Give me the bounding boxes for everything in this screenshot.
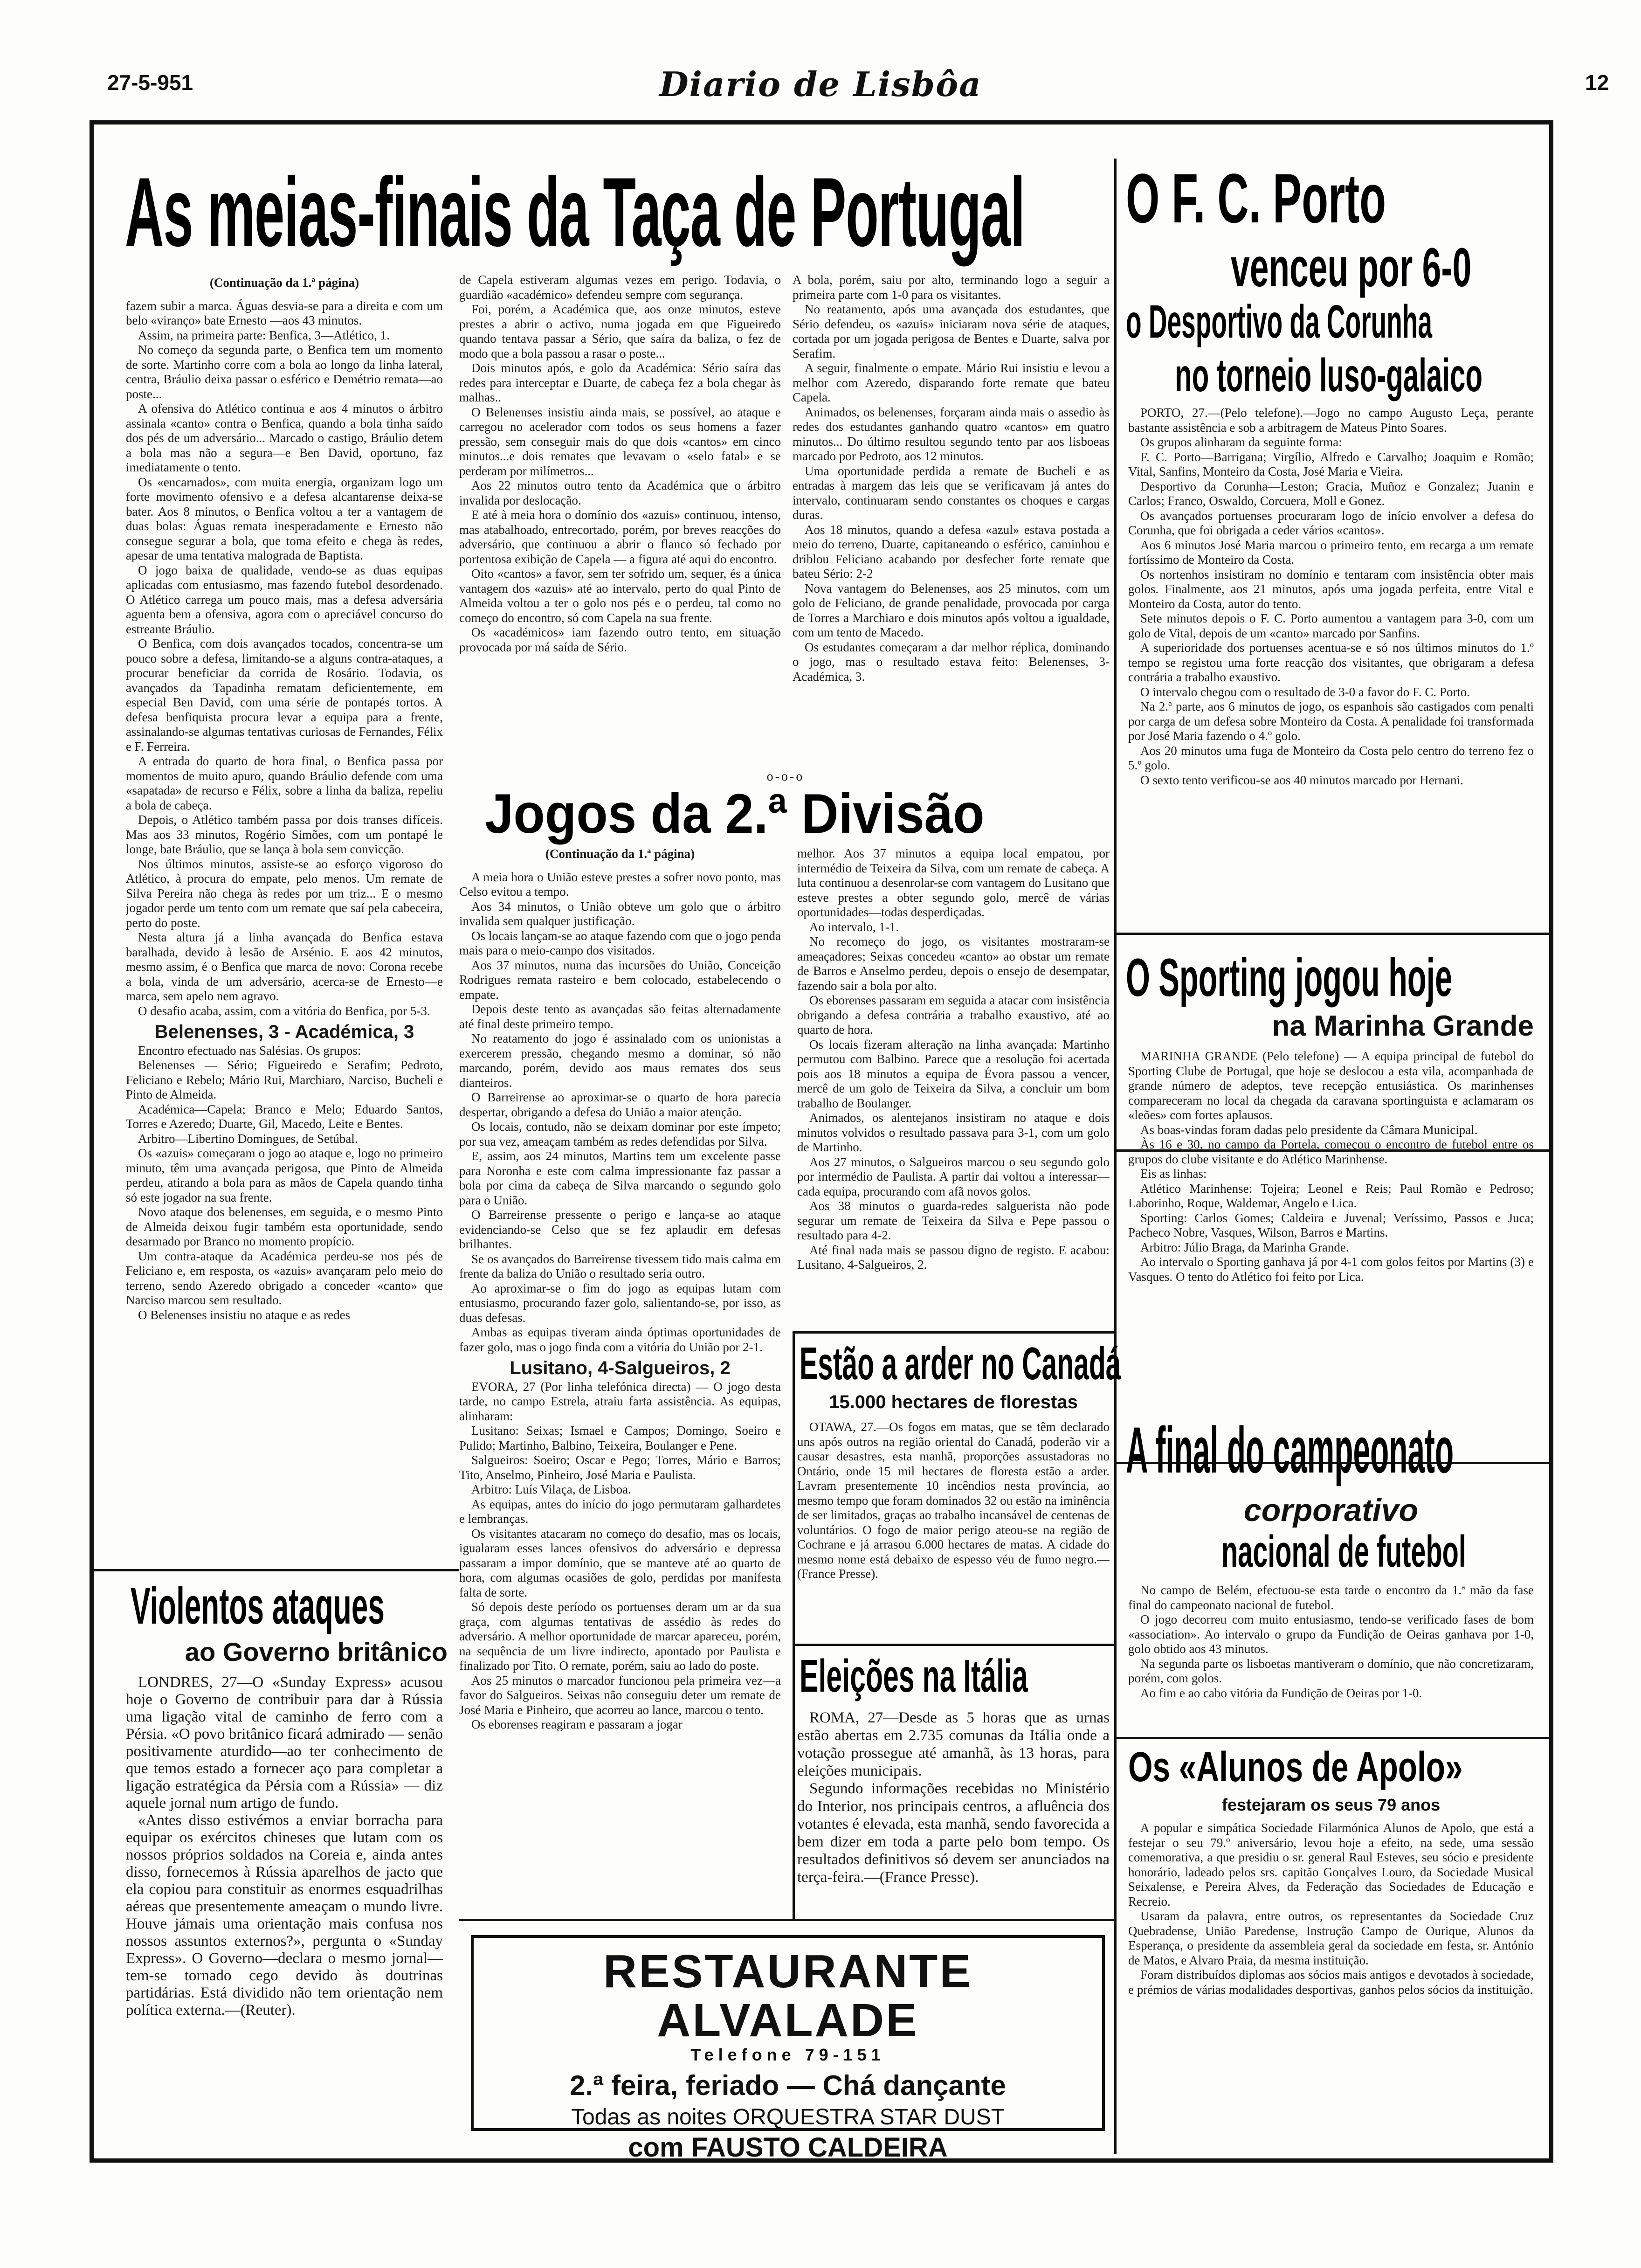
britanico-paragraph: «Antes disso estivémos a enviar borracha para equipar os exércitos chineses que lutam com os nossos próprios soldados na Coreia e, ainda antes disso, fornecemos à Rússia aparelhos de jacto que ela copiou para constituir as enormes esquadrilhas aéreas que presentemente ameaçam o mundo livre. Houve jámais uma orientação mais confusa nos nossos assuntos externos?», pergunta o «Sunday Express». O Governo—declara o mesmo jornal—tem-se tornado cego devido às doutrinas partidárias. Está dividido não tem orientação nem política externa.—(Reuter). (126, 1812, 443, 2019)
taca-paragraph: Os «encarnados», com muita energia, organizam logo um forte movimento ofensivo e a defesa alcantarense deixa-se bater. Aos 8 minutos, o Benfica voltou a ter a vantagem de duas bolas: Águas remata inesperadamente e Ernesto não consegue segurar a bola, que toma efeito e chega às redes, apesar de uma tentativa malograda de Baptista. (126, 475, 443, 562)
taca-paragraph: Nos últimos minutos, assiste-se ao esforço vigoroso do Atlético, à procura do empate, pelo menos. Um remate de Silva Pereira não chega às redes por um triz... E o mesmo jogador perde um tento com um remate que saí pela cabeceira, perto do poste. (126, 857, 443, 930)
section-rule (93, 122, 1550, 124)
divisao-paragraph: Aos 38 minutos o guarda-redes salguerista não pode segurar um remate de Teixeira da Silva e Pepe passou o resultado para 4-2. (797, 1199, 1110, 1242)
campeonato-paragraph: Ao fim e ao cabo vitória da Fundição de Oeiras por 1-0. (1140, 1686, 1422, 1700)
lusitano-paragraph: Salgueiros: Soeiro; Oscar e Pego; Torres, Mário e Barros; Tito, Anselmo, Pinheiro, José Maria e Paulista. (459, 1453, 781, 1482)
italia-paragraph: Segundo informações recebidas no Ministério do Interior, nos principais centros, a afluência dos votantes é elevada, esta manhã, sendo favorecida a bem dizer em toda a parte pelo bom tempo. Os resultados definitivos só devem ser anunciados na terça-feira.—(France Presse). (797, 1780, 1110, 1886)
lusitano-paragraph: As equipas, antes do início do jogo permutaram galhardetes e lembranças. (459, 1497, 781, 1526)
restaurante-line-1: 2.ª feira, feriado — Chá dançante (570, 2070, 1006, 2101)
section-rule (1114, 1737, 1550, 1739)
divisao-paragraph: melhor. Aos 37 minutos a equipa local empatou, por intermédio de Teixeira da Silva, com um remate de cabeça. A luta continuou a desenrolar-se com vantagem do Lusitano que esteve prestes a obter segundo golo, mercê de várias oportunidades—todas desperdiçadas. (797, 846, 1110, 919)
divisao-paragraph: O Barreirense pressente o perigo e lança-se ao ataque evidenciando-se Celso que se fez aplaudir em defesas brilhantes. (459, 1208, 781, 1251)
lusitano-subhead: Lusitano, 4-Salgueiros, 2 (510, 1358, 731, 1378)
divisao-paragraph: Ao aproximar-se o fim do jogo as equipas lutam com entusiasmo, procurando fazer golo, salientando-se, por isso, as duas defesas. (459, 1281, 781, 1325)
sporting-subhead: na Marinha Grande (1272, 1010, 1534, 1042)
divisao-paragraph: Até final nada mais se passou digno de registo. E acabou: Lusitano, 4-Salgueiros, 2. (797, 1243, 1110, 1272)
divisao-continuation: (Continuação da 1.ª página) (545, 847, 695, 861)
lusitano-paragraph: Arbitro: Luís Vilaça, de Lisboa. (471, 1482, 631, 1496)
porto-paragraph: Os nortenhos insistiram no domínio e tentaram com insistência obter mais golos. Finalmente, aos 21 minutos, após uma jogada perfeita, entre Vital e Monteiro da Costa, autor do tento. (1128, 567, 1534, 611)
porto-headline-1: O F. C. Porto (1126, 159, 1386, 237)
divisao-paragraph: Ambas as equipas tiveram ainda óptimas oportunidades de fazer golo, mas o jogo finda com a vitória do União por 2-1. (459, 1325, 781, 1354)
taca-paragraph: Os «académicos» iam fazendo outro tento, em situação provocada por má saída de Sério. (459, 625, 781, 654)
divisao-paragraph: Animados, os alentejanos insistiram no ataque e dois minutos volvidos o resultado passava para 3-1, com um golo de Martinho. (797, 1111, 1110, 1154)
newspaper-title: Diario de Lisbôa (659, 64, 982, 104)
section-rule (793, 1331, 1114, 1334)
apolo-paragraph: Foram distribuídos diplomas aos sócios mais antigos e devotados à sociedade, e prémios de várias modalidades desportivas, ganhos pelos sócios da instituição. (1128, 1968, 1534, 1997)
sporting-headline: O Sporting jogou hoje (1126, 948, 1453, 1008)
taca-paragraph: Nesta altura já a linha avançada do Benfica estava baralhada, devido à lesão de Arsénio. E aos 42 minutos, mesmo assim, é o Benfica que marca de novo: Corona recebe a bola, vinda de um adversário, acerca-se de Ernesto—e marca, sem apelo nem agravo. (126, 930, 443, 1003)
belenenses-paragraph: Novo ataque dos belenenses, em seguida, e o mesmo Pinto de Almeida deixou fugir também esta oportunidade, sendo desarmado por Branco no momento propício. (126, 1205, 443, 1248)
divisao-headline: Jogos da 2.ª Divisão (485, 782, 985, 845)
campeonato-headline: A final do campeonato (1126, 1413, 1454, 1487)
taca-paragraph: O Belenenses insistiu ainda mais, se possível, ao ataque e carregou no acelerador com todos os seus homens a fazer pressão, sem conseguir mais do que dois «cantos» em cinco minutos...e dois remates que levavam o «selo fatal» e se perderam por milímetros... (459, 405, 781, 478)
section-rule (93, 1569, 459, 1571)
sporting-paragraph: Atlético Marinhense: Tojeira; Leonel e Reis; Paul Romão e Pedroso; Laborinho, Roque, Waldemar, Angelo e Lica. (1128, 1181, 1534, 1210)
taca-column-1 (126, 273, 443, 1560)
campeonato-subhead-2: nacional de futebol (1221, 1527, 1466, 1577)
porto-paragraph: O sexto tento verificou-se aos 40 minutos marcado por Hernani. (1140, 773, 1463, 787)
restaurante-line-2: Todas as noites ORQUESTRA STAR DUST (571, 2105, 1005, 2130)
porto-body (1128, 406, 1534, 928)
porto-paragraph: O intervalo chegou com o resultado de 3-0 a favor do F. C. Porto. (1140, 685, 1470, 699)
canada-subhead: 15.000 hectares de florestas (829, 1392, 1078, 1412)
page-number: 12 (1585, 70, 1609, 95)
divisao-paragraph: Os locais lançam-se ao ataque fazendo com que o jogo penda mais para o meio-campo dos visitados. (459, 928, 781, 957)
belenenses-paragraph: O Belenenses insistiu no ataque e as redes (138, 1307, 351, 1322)
divisao-column-b (797, 846, 1110, 1327)
apolo-headline: Os «Alunos de Apolo» (1128, 1744, 1463, 1791)
taca-paragraph: Depois, o Atlético também passa por dois transes difíceis. Mas aos 33 minutos, Rogério Simões, com um pontapé le longe, bate Bráulio, que se lança à bola sem convicção. (126, 813, 443, 856)
taca-paragraph: A bola, porém, saiu por alto, terminando logo a seguir a primeira parte com 1-0 para os visitantes. (793, 273, 1110, 302)
restaurante-ad (471, 1935, 1105, 2163)
italia-body (797, 1709, 1110, 1914)
taca-paragraph: O desafio acaba, assim, com a vitória do Benfica, por 5-3. (138, 1003, 430, 1018)
porto-paragraph: Na 2.ª parte, aos 6 minutos de jogo, os espanhois são castigados com penalti por carga de um defesa sobre Monteiro da Costa. A penalidade foi transformada por José Maria fazendo o 4.º golo. (1128, 699, 1534, 743)
lusitano-paragraph: Os eborenses reagiram e passaram a jogar (471, 1717, 683, 1731)
taca-paragraph: fazem subir a marca. Águas desvia-se para a direita e com um belo «viranço» bate Ernesto —aos 43 minutos. (126, 298, 443, 327)
lusitano-paragraph: Os visitantes atacaram no começo do desafio, mas os locais, igualaram esses lances ofensivos do adversário e depressa passaram a impor domínio, que se manteve até ao quarto de hora, com algumas ocasiões de golo, perdidas por manifesta falta de sorte. (459, 1526, 781, 1599)
belenenses-paragraph: Os «azuis» começaram o jogo ao ataque e, logo no primeiro minuto, têm uma avançada perigosa, que Pinto de Almeida perdeu, atirando a bola para as mãos de Capela quando tinha só este jogador na sua frente. (126, 1146, 443, 1204)
taca-paragraph: A ofensiva do Atlético continua e aos 4 minutos o árbitro assinala «canto» contra o Benfica, quando a bola tinha saído dos pés de um adversário... Marcado o castigo, Bráulio detem a bola mas não a segura—e Ben David, oportuno, faz imediatamente o tento. (126, 401, 443, 474)
divisao-paragraph: Aos 37 minutos, numa das incursões do União, Conceição Rodrigues remata rasteiro e bem colocado, estabelecendo o empate. (459, 958, 781, 1002)
britanico-body (126, 1674, 443, 2154)
belenenses-paragraph: Um contra-ataque da Académica perdeu-se nos pés de Feliciano e, em resposta, os «azuis» avançaram pelo meio do terreno, sendo Azeredo obrigado a conceder «canto» que Narciso marcou sem resultado. (126, 1249, 443, 1307)
sporting-paragraph: Às 16 e 30, no campo da Portela, começou o encontro de futebol entre os grupos do clube visitante e do Atlético Marinhense. (1128, 1137, 1534, 1166)
belenenses-subhead: Belenenses, 3 - Académica, 3 (154, 1022, 414, 1042)
campeonato-body (1128, 1583, 1534, 1732)
porto-headline-3: o Desportivo da Corunha (1126, 296, 1432, 348)
porto-paragraph: Desportivo da Corunha—Leston; Gracia, Muñoz e Gonzalez; Juanin e Carlos; Franco, Oswaldo, Corcuera, Moll e Gonez. (1128, 479, 1534, 508)
lusitano-paragraph: Lusitano: Seixas; Ismael e Campos; Domingo, Soeiro e Pulido; Martinho, Balbino, Teixeira, Boulanger e Pene. (459, 1424, 781, 1452)
campeonato-paragraph: Na segunda parte os lisboetas mantiveram o domínio, que não concretizaram, porém, com golos. (1128, 1656, 1534, 1685)
divisao-paragraph: No recomeço do jogo, os visitantes mostraram-se ameaçadores; Seixas concedeu «canto» ao obstar um remate de Barros e Anselmo perdeu, depois o ensejo de desempatar, fazendo sair a bola por alto. (797, 934, 1110, 993)
porto-headline-4: no torneio luso-galaico (1175, 349, 1483, 401)
section-rule (459, 1919, 1114, 1921)
porto-paragraph: A superioridade dos portuenses acentua-se e só nos últimos minutos do 1.º tempo se registou uma forte reacção dos visitantes, que obrigaram a defesa contrária a trabalho exaustivo. (1128, 641, 1534, 684)
taca-paragraph: O Benfica, com dois avançados tocados, concentra-se um pouco sobre a defesa, limitando-se a alguns contra-ataques, a procurar beneficiar da corrida de Rosário. Todavia, os avançados da Tapadinha rematam deficientemente, em especial Ben David, com uma série de pontapés tortos. A defesa benfiquista procura levar a equipa para a frente, assinalando-se algumas tentativas curiosas de Fernandes, Félix e F. Ferreira. (126, 636, 443, 754)
lusitano-paragraph: Só depois deste período os portuenses deram um ar da sua graça, com algumas tentativas de assédio às redes do adversário. A melhor oportunidade de marcar apareceu, porém, na sequência de um livre indirecto, apontado por Paulista e finalizado por Tito. O remate, porém, saiu ao lado do poste. (459, 1600, 781, 1673)
campeonato-paragraph: No campo de Belém, efectuou-se esta tarde o encontro da 1.ª mão da fase final do campeonato nacional de futebol. (1128, 1583, 1534, 1612)
porto-paragraph: Sete minutos depois o F. C. Porto aumentou a vantagem para 3-0, com um golo de Vital, depois de um «canto» marcado por Sanfins. (1128, 611, 1534, 640)
sporting-paragraph: Ao intervalo o Sporting ganhava já por 4-1 com golos feitos por Martins (3) e Vasques. O tento do Atlético foi feito por Lica. (1128, 1255, 1534, 1284)
taca-paragraph: Animados, os belenenses, forçaram ainda mais o assedio às redes dos estudantes ganhando quatro «cantos» em quatro minutos... Do último resultou segundo tento par aos lisboeas marcado por Pedroto, aos 12 minutos. (793, 405, 1110, 463)
lusitano-paragraph: EVORA, 27 (Por linha telefónica directa) — O jogo desta tarde, no campo Estrela, atraiu farta assistência. As equipas, alinharam: (459, 1379, 781, 1423)
taca-paragraph: Dois minutos após, e golo da Académica: Sério saíra das redes para interceptar e Duarte, de cabeça fez a bola chegar às malhas.. (459, 361, 781, 404)
divisao-paragraph: Aos 34 minutos, o União obteve um golo que o árbitro invalida sem qualquer justificação. (459, 899, 781, 928)
restaurante-line-3: com FAUSTO CALDEIRA (628, 2132, 948, 2163)
taca-headline: As meias-finais da Taça de Portugal (125, 157, 1025, 267)
restaurante-name: RESTAURANTE ALVALADE (603, 1945, 973, 2047)
apolo-body (1128, 1821, 1534, 2152)
sporting-paragraph: MARINHA GRANDE (Pelo telefone) — A equipa principal de futebol do Sporting Clube de Portugal, que hoje se deslocou a esta vila, acompanhada de grande número de adeptos, teve recepção entusiástica. Os marinhenses compareceram no local da chegada da caravana sportinguista e aclamaram os «leões» com fortes aplausos. (1128, 1049, 1534, 1122)
porto-paragraph: F. C. Porto—Barrigana; Virgílio, Alfredo e Carvalho; Joaquim e Romão; Vital, Sanfins, Monteiro da Costa, José Maria e Vieira. (1128, 449, 1534, 478)
campeonato-subhead-1: corporativo (1243, 1493, 1419, 1528)
divisao-paragraph: Os locais fizeram alteração na linha avançada: Martinho permutou com Balbino. Parece que a resolução foi acertada pois aos 18 minutos a equipa de Évora passou a vencer, mercê de um golo de Teixeira da Silva, a concluir um bom trabalho de Boulanger. (797, 1037, 1110, 1110)
taca-paragraph: A seguir, finalmente o empate. Mário Rui insistiu e levou a melhor com Azeredo, disparando forte remate que bateu Capela. (793, 361, 1110, 404)
divisao-paragraph: O Barreirense ao aproximar-se o quarto de hora parecia despertar, obrigando a defesa do União a maior atenção. (459, 1090, 781, 1119)
taca-paragraph: E até à meia hora o domínio dos «azuis» continuou, intenso, mas atabalhoado, entrecortado, porém, por breves reacções do adversário, que continuou a abrir o flanco só fechado por portentosa exibição de Capela — a figura até aqui do encontro. (459, 508, 781, 566)
ornament-divider: o-o-o (766, 769, 805, 784)
belenenses-paragraph: Encontro efectuado nas Salésias. Os grupos: (138, 1043, 361, 1058)
porto-headline-2: venceu por 6-0 (1231, 237, 1472, 298)
section-rule (793, 1644, 1114, 1646)
canada-headline: Estão a arder no Canadá (800, 1338, 1121, 1389)
divisao-paragraph: E, assim, aos 24 minutos, Martins tem um excelente passe para Noronha e este com calma impressionante faz passar a bola por cima da cabeça de Silva marcando o segundo golo para o União. (459, 1149, 781, 1207)
taca-paragraph: de Capela estiveram algumas vezes em perigo. Todavia, o guardião «académico» defendeu sempre com segurança. (459, 273, 781, 302)
britanico-headline: Violentos ataques (131, 1577, 385, 1635)
belenenses-paragraph: Belenenses — Sério; Figueiredo e Serafim; Pedroto, Feliciano e Rebelo; Mário Rui, Marchiaro, Narciso, Bucheli e Pinto de Almeida. (126, 1058, 443, 1101)
taca-paragraph: Foi, porém, a Académica que, aos onze minutos, esteve prestes a abrir o activo, numa jogada em que Figueiredo quando tentava passar a Sério, que saíra da baliza, o fez de modo que a bola passou a rasar o poste... (459, 302, 781, 360)
porto-paragraph: Os avançados portuenses procuraram logo de início envolver a defesa do Corunha, que foi obrigada a ceder vários «cantos». (1128, 508, 1534, 537)
apolo-subhead: festejaram os seus 79 anos (1221, 1795, 1441, 1814)
taca-paragraph: Assim, na primeira parte: Benfica, 3—Atlético, 1. (138, 328, 390, 342)
taca-paragraph: Aos 18 minutos, quando a defesa «azul» estava postada a meio do terreno, Duarte, capitaneando o esférico, caminhou e driblou Feliciano acabando por desfecher forte remate que bateu Sério: 2-2 (793, 522, 1110, 581)
sporting-paragraph: As boas-vindas foram dadas pelo presidente da Câmara Municipal. (1140, 1122, 1478, 1137)
taca-paragraph: A entrada do quarto de hora final, o Benfica passa por momentos de muito apuro, quando Bráulio defende com uma «sapatada» de recurso e Félix, sobre a linha da baliza, repeliu a bola de cabeça. (126, 754, 443, 812)
italia-headline: Eleições na Itália (800, 1650, 1028, 1701)
divisao-paragraph: Os eborenses passaram em seguida a atacar com insistência obrigando a defesa contrária a trabalho exaustivo, até ao quarto de hora. (797, 993, 1110, 1037)
taca-column-2 (459, 273, 781, 767)
taca-paragraph: Uma oportunidade perdida a remate de Bucheli e as entradas à margem das leis que se verificavam já antes do intervalo, continuaram sendo constantes os choques e cargas duras. (793, 463, 1110, 522)
porto-paragraph: Os grupos alinharam da seguinte forma: (1140, 435, 1342, 449)
divisao-paragraph: Se os avançados do Barreirense tivessem tido mais calma em frente da baliza do União o resultado seria outro. (459, 1252, 781, 1280)
taca-paragraph: Aos 22 minutos outro tento da Académica que o árbitro invalida por deslocação. (459, 478, 781, 507)
taca-paragraph: Nova vantagem do Belenenses, aos 25 minutos, com um golo de Feliciano, de grande penalidade, provocada por carga de Torres a Marchiaro e dois minutos após voltou a igualdade, com um tento de Macedo. (793, 581, 1110, 639)
divisao-paragraph: Ao intervalo, 1-1. (809, 920, 899, 934)
taca-paragraph: No reatamento, após uma avançada dos estudantes, que Sério defendeu, os «azuis» iniciaram nova série de ataques, cortada por um jogada perigosa de Bentes e Duarte, salva por Serafim. (793, 302, 1110, 360)
britanico-paragraph: LONDRES, 27—O «Sunday Express» acusou hoje o Governo de contribuir para dar à Rússia uma ligação vital de caminho de ferro com a Pérsia. «O povo britânico ficará admirado — senão positivamente aturdido—ao ter conhecimento de que temos estado a fornecer aço para completar a ligação estratégica da Pérsia com a Rússia» — diz aquele jornal num artigo de fundo. (126, 1674, 443, 1812)
taca-paragraph: Os estudantes começaram a dar melhor réplica, dominando o jogo, mas o resultado estava feito: Belenenses, 3-Académica, 3. (793, 640, 1110, 684)
sporting-paragraph: Arbitro: Júlio Braga, da Marinha Grande. (1140, 1240, 1349, 1254)
belenenses-paragraph: Arbitro—Libertino Domingues, de Setúbal. (138, 1131, 358, 1146)
lusitano-paragraph: Aos 25 minutos o marcador funcionou pela primeira vez—a favor do Salgueiros. Seixas não conseguiu deter um remate de José Maria e Pinheiro, que acorreu ao lance, marcou o tento. (459, 1673, 781, 1717)
campeonato-paragraph: O jogo decorreu com muito entusiasmo, tendo-se verificado fases de bom «association». Ao intervalo o grupo da Fundição de Oeiras ganhava por 1-0, golo obtido aos 43 minutos. (1128, 1612, 1534, 1656)
porto-paragraph: PORTO, 27.—(Pelo telefone).—Jogo no campo Augusto Leça, perante bastante assistência e sob a arbitragem de Mateus Pinto Soares. (1128, 406, 1534, 435)
porto-paragraph: Aos 6 minutos José Maria marcou o primeiro tento, em recarga a um remate fortíssimo de Monteiro da Costa. (1128, 538, 1534, 567)
divisao-paragraph: Depois deste tento as avançadas são feitas alternadamente até final deste primeiro tempo. (459, 1002, 781, 1031)
apolo-paragraph: A popular e simpática Sociedade Filarmónica Alunos de Apolo, que está a festejar o seu 79.º aniversário, levou hoje a efeito, na sede, uma sessão comemorativa, a que presidiu o sr. general Raul Esteves, seu sócio e presidente honorário, ladeado pelos srs. capitão Gonçalves Louro, da Sociedade Musical Seixalense, e Pereira Alves, da Federação das Sociedades de Educação e Recreio. (1128, 1821, 1534, 1908)
column-rule (1114, 159, 1117, 2154)
italia-paragraph: ROMA, 27—Desde as 5 horas que as urnas estão abertas em 2.735 comunas da Itália onde a votação prossegue até amanhã, às 13 horas, para eleições municipais. (797, 1709, 1110, 1779)
section-rule (1114, 933, 1550, 935)
restaurante-phone: Telefone 79-151 (690, 2045, 885, 2064)
britanico-subhead: ao Governo britânico (185, 1637, 448, 1666)
taca-column-3 (793, 273, 1110, 767)
taca-paragraph: No começo da segunda parte, o Benfica tem um momento de sorte. Martinho corre com a bola ao longo da linha lateral, centra, Bráulio deixa passar o esférico e Demétrio remata—ao poste... (126, 343, 443, 401)
belenenses-paragraph: Académica—Capela; Branco e Melo; Eduardo Santos, Torres e Azeredo; Duarte, Gil, Macedo, Leite e Bentes. (126, 1102, 443, 1131)
porto-paragraph: Aos 20 minutos uma fuga de Monteiro da Costa pelo centro do terreno fez o 5.º golo. (1128, 743, 1534, 772)
divisao-paragraph: No reatamento do jogo é assinalado com os unionistas a exercerem pressão, chegando mesmo a dominar, só não marcando, porém, devido aos maus remates dos seus dianteiros. (459, 1031, 781, 1090)
taca-paragraph: Oito «cantos» a favor, sem ter sofrido um, sequer, és a única vantagem dos «azuis» até ao intervalo, perto do qual Pinto de Almeida voltou a ter o golo nos pés e o perdeu, tal como no começo do encontro, só com Capela na sua frente. (459, 567, 781, 625)
divisao-paragraph: A meia hora o União esteve prestes a sofrer novo ponto, mas Celso evitou a tempo. (459, 870, 781, 899)
divisao-column-a (459, 844, 781, 1914)
column-rule (793, 1331, 795, 1919)
canada-body (797, 1420, 1110, 1639)
divisao-paragraph: Aos 27 minutos, o Salgueiros marcou o seu segundo golo por intermédio de Paulista. A partir dai voltou a interessar—cada equipa, procurando com afã novos golos. (797, 1155, 1110, 1198)
sporting-body (1128, 1049, 1534, 1413)
taca-paragraph: O jogo baixa de qualidade, vendo-se as duas equipas aplicadas com entusiasmo, mas fazendo futebol desordenado. O Atlético carrega um pouco mais, mas a defesa adversária aguenta bem a ofensiva, agora com o apreciável concurso do estreante Bráulio. (126, 563, 443, 636)
sporting-paragraph: Sporting: Carlos Gomes; Caldeira e Juvenal; Veríssimo, Passos e Juca; Pacheco Nobre, Vasques, Wilson, Barros e Martins. (1128, 1210, 1534, 1239)
sporting-paragraph: Eis as linhas: (1140, 1167, 1207, 1181)
divisao-paragraph: Os locais, contudo, não se deixam dominar por este ímpeto; por sua vez, ameaçam também as redes defendidas por Silva. (459, 1120, 781, 1148)
taca-continuation: (Continuação da 1.ª página) (209, 276, 359, 290)
canada-paragraph: OTAWA, 27.—Os fogos em matas, que se têm declarado uns após outros na região oriental do Canadá, poderão vir a causar desastres, esta manhã, proporções assustadoras no Ontário, onde 15 mil hectares de floresta estão a arder. Lavram presentemente 10 incêndios nesta província, ao mesmo tempo que foram dominados 32 ou estão na iminência de ser limitados, graças ao trabalho incansável de centenas de voluntários. O fogo de maior perigo ateou-se na região de Cochrane e já arrasou 6.000 hectares de matas. A cidade do mesmo nome está debaixo de espesso véu de fumo negro.—(France Presse). (797, 1420, 1110, 1581)
apolo-paragraph: Usaram da palavra, entre outros, os representantes da Sociedade Cruz Quebradense, União Paredense, Instrução Campo de Ourique, Alunos da Esperança, o presidente da assembleia geral da sociedade em festa, sr. António de Matos, e Alvaro Praia, da mesma instituição. (1128, 1909, 1534, 1967)
issue-date: 27-5-951 (107, 70, 193, 95)
